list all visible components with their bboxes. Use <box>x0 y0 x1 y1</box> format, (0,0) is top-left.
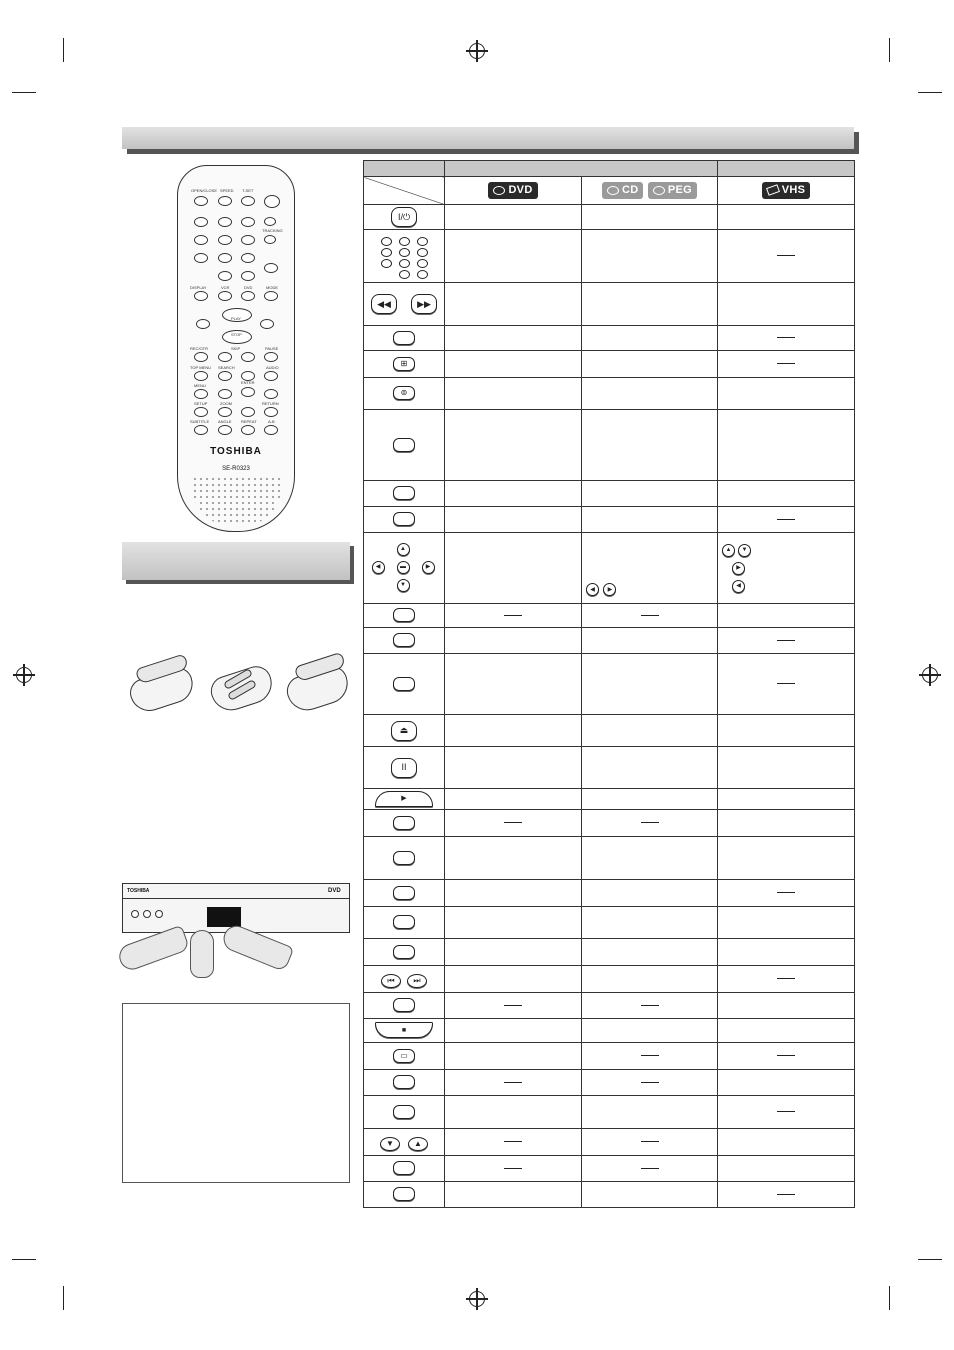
left-arrow-icon: ◀ <box>372 561 385 574</box>
not-applicable-dash <box>777 337 795 338</box>
not-applicable-dash <box>504 615 522 616</box>
disc-icon <box>653 186 665 195</box>
button-icon <box>393 677 415 691</box>
play-button-icon: ▶ <box>375 791 433 807</box>
remote-button <box>194 389 208 399</box>
table-row <box>364 481 855 507</box>
remote-label: A-B <box>268 419 275 424</box>
player-button <box>143 910 151 918</box>
remote-button <box>218 271 232 281</box>
remote-label: AUDIO <box>266 365 279 370</box>
remote-button <box>241 235 255 245</box>
remote-button <box>218 235 232 245</box>
audio-button-icon: ⊚ <box>393 386 415 400</box>
remote-button <box>264 371 278 381</box>
table-row <box>364 533 855 604</box>
not-applicable-dash <box>777 1111 795 1112</box>
crop-mark <box>918 1259 942 1260</box>
remote-button <box>260 319 274 329</box>
not-applicable-dash <box>641 1082 659 1083</box>
remote-label: ENTER <box>241 380 255 385</box>
remote-button <box>241 217 255 227</box>
button-icon <box>393 633 415 647</box>
remote-label: STOP <box>231 332 242 337</box>
not-applicable-dash <box>641 1005 659 1006</box>
table-row <box>364 993 855 1019</box>
remote-button <box>194 425 208 435</box>
registration-mark-icon <box>469 43 485 59</box>
remote-label: DVD <box>244 285 253 290</box>
remote-button <box>264 235 276 244</box>
remote-label: TOP MENU <box>190 365 211 370</box>
enter-icon: ▬ <box>397 561 410 574</box>
dvd-logo <box>488 182 537 199</box>
table-row <box>364 205 855 230</box>
fast-forward-button-icon: ▶▶ <box>411 294 437 314</box>
up-arrow-icon: ▲ <box>408 1137 428 1151</box>
table-row <box>364 939 855 966</box>
table-row <box>364 715 855 747</box>
table-row <box>364 837 855 880</box>
eject-button-icon: ⏏ <box>391 721 417 741</box>
up-arrow-icon: ▲ <box>397 543 410 556</box>
remote-button <box>218 352 232 362</box>
remote-button <box>241 407 255 417</box>
not-applicable-dash <box>504 1082 522 1083</box>
button-icon <box>393 438 415 452</box>
not-applicable-dash <box>641 1055 659 1056</box>
table-row <box>364 1156 855 1182</box>
table-row <box>364 378 855 410</box>
remote-label: DISPLAY <box>190 285 207 290</box>
subsection-title-bar <box>122 542 350 580</box>
remote-button <box>194 217 208 227</box>
remote-button <box>218 253 232 263</box>
button-icon <box>393 1075 415 1089</box>
crop-mark <box>889 38 890 62</box>
player-brand: TOSHIBA <box>127 888 150 894</box>
remote-label: MODE <box>266 285 278 290</box>
left-arrow-icon: ◀ <box>732 580 745 593</box>
numeric-keypad-icon <box>381 237 428 279</box>
rewind-button-icon: ◀◀ <box>371 294 397 314</box>
player-dvd-logo: DVD <box>328 888 341 894</box>
button-icon <box>393 851 415 865</box>
remote-button <box>194 291 208 301</box>
jpeg-logo <box>648 182 697 199</box>
button-icon <box>393 486 415 500</box>
button-icon <box>393 512 415 526</box>
not-applicable-dash <box>777 519 795 520</box>
remote-button <box>241 352 255 362</box>
registration-mark-icon <box>469 1291 485 1307</box>
remote-button <box>264 389 278 399</box>
pointing-hand <box>190 930 214 978</box>
remote-button <box>264 263 278 273</box>
remote-label: REC/OTR <box>190 346 208 351</box>
table-row <box>364 966 855 993</box>
not-applicable-dash <box>777 640 795 641</box>
button-icon <box>393 945 415 959</box>
table-row <box>364 1043 855 1070</box>
button-icon <box>393 608 415 622</box>
remote-button <box>194 253 208 263</box>
pause-button-icon: II <box>391 758 417 778</box>
remote-model: SE-R0323 <box>222 466 250 472</box>
button-icon <box>393 998 415 1012</box>
table-row <box>364 907 855 939</box>
remote-button <box>218 389 232 399</box>
remote-button <box>194 407 208 417</box>
button-icon <box>393 816 415 830</box>
jpeg-logo-text: PEG <box>667 184 693 197</box>
table-row <box>364 747 855 789</box>
speaker-grille <box>192 476 282 526</box>
table-row <box>364 230 855 283</box>
table-row <box>364 1019 855 1043</box>
table-row <box>364 283 855 326</box>
battery-step-3 <box>283 655 355 715</box>
remote-button <box>241 291 255 301</box>
remote-label: SPEED <box>220 188 234 193</box>
table-row <box>364 810 855 837</box>
table-header-row <box>364 161 855 177</box>
remote-brand: TOSHIBA <box>210 446 262 457</box>
remote-button <box>218 217 232 227</box>
not-applicable-dash <box>777 683 795 684</box>
table-row <box>364 1096 855 1129</box>
not-applicable-dash <box>641 1141 659 1142</box>
button-icon <box>393 331 415 345</box>
crop-mark <box>63 1286 64 1310</box>
table-row <box>364 789 855 810</box>
not-applicable-dash <box>504 1005 522 1006</box>
button-icon <box>393 1161 415 1175</box>
remote-label: RETURN <box>262 401 279 406</box>
battery-step-1 <box>122 655 198 715</box>
remote-enter-button <box>241 387 255 397</box>
remote-label: VCR <box>221 285 230 290</box>
cd-jpeg-logo-cell <box>582 177 718 205</box>
remote-label: T-SET <box>242 188 254 193</box>
skip-back-button-icon: ⏮ <box>381 974 401 988</box>
remote-power-button <box>264 195 280 208</box>
remote-label: OPEN/CLOSE <box>191 188 218 193</box>
remote-label: PLAY <box>231 316 241 321</box>
remote-button <box>241 271 255 281</box>
player-button <box>131 910 139 918</box>
remote-label: SEARCH <box>218 365 235 370</box>
crop-mark <box>12 92 36 93</box>
not-applicable-dash <box>641 822 659 823</box>
registration-mark-icon <box>922 667 938 683</box>
disc-logo-row <box>364 177 855 205</box>
not-applicable-dash <box>777 978 795 979</box>
not-applicable-dash <box>641 1168 659 1169</box>
skip-forward-button-icon: ⏭ <box>407 974 427 988</box>
remote-button <box>194 235 208 245</box>
remote-button <box>264 217 276 226</box>
remote-control-illustration <box>177 165 295 532</box>
disc-icon <box>493 186 505 195</box>
vhs-logo-text: VHS <box>781 184 806 197</box>
remote-button <box>218 425 232 435</box>
note-box <box>122 1003 350 1183</box>
remote-label: TRACKING <box>262 228 283 233</box>
remote-button <box>241 425 255 435</box>
stop-button-icon: ■ <box>375 1022 433 1038</box>
remote-button <box>194 371 208 381</box>
function-table <box>363 160 855 1208</box>
cd-logo-text: CD <box>621 184 639 197</box>
down-arrow-icon: ▼ <box>380 1137 400 1151</box>
table-row <box>364 507 855 533</box>
remote-button <box>241 196 255 206</box>
remote-button <box>218 291 232 301</box>
angle-button-icon: ⊞ <box>393 357 415 371</box>
table-row <box>364 410 855 481</box>
player-button <box>155 910 163 918</box>
right-arrow-icon: ▶ <box>422 561 435 574</box>
remote-button <box>264 425 278 435</box>
remote-label: MENU <box>194 383 206 388</box>
down-arrow-icon: ▼ <box>397 579 410 592</box>
not-applicable-dash <box>777 1055 795 1056</box>
remote-button <box>218 407 232 417</box>
right-arrow-icon: ▶ <box>732 562 745 575</box>
button-icon <box>393 1187 415 1201</box>
remote-label: SUBTITLE <box>190 419 210 424</box>
crop-mark <box>918 92 942 93</box>
remote-button <box>194 196 208 206</box>
remote-button <box>264 407 278 417</box>
not-applicable-dash <box>777 363 795 364</box>
table-row <box>364 1182 855 1208</box>
button-icon <box>393 915 415 929</box>
down-arrow-icon: ▼ <box>738 544 751 557</box>
not-applicable-dash <box>504 822 522 823</box>
table-row <box>364 1129 855 1156</box>
subtitle-button-icon: ▭ <box>393 1049 415 1063</box>
right-arrow-icon: ▶ <box>603 583 616 596</box>
vhs-logo-cell <box>718 177 855 205</box>
button-icon <box>393 1105 415 1119</box>
table-row <box>364 880 855 907</box>
battery-step-2 <box>205 655 277 715</box>
remote-button <box>196 319 210 329</box>
crop-mark <box>889 1286 890 1310</box>
section-title-bar <box>122 127 854 149</box>
remote-button <box>241 253 255 263</box>
table-row <box>364 604 855 628</box>
table-row <box>364 1070 855 1096</box>
remote-button <box>218 371 232 381</box>
not-applicable-dash <box>504 1141 522 1142</box>
diagonal-header-cell <box>364 177 445 205</box>
crop-mark <box>12 1259 36 1260</box>
remote-label: SETUP <box>194 401 208 406</box>
dvd-logo-cell <box>445 177 582 205</box>
remote-button <box>194 352 208 362</box>
power-button-icon: I/⏻ <box>391 207 417 227</box>
cd-logo <box>602 182 644 199</box>
vhs-logo <box>762 182 811 199</box>
table-row <box>364 628 855 654</box>
not-applicable-dash <box>777 1194 795 1195</box>
not-applicable-dash <box>777 892 795 893</box>
remote-label: SKIP <box>231 346 241 351</box>
crop-mark <box>63 38 64 62</box>
remote-label: PAUSE <box>265 346 279 351</box>
player-display <box>207 907 241 927</box>
remote-label: REPEAT <box>241 419 257 424</box>
not-applicable-dash <box>777 255 795 256</box>
remote-label: ZOOM <box>220 401 232 406</box>
left-arrow-icon: ◀ <box>586 583 599 596</box>
remote-button <box>264 291 278 301</box>
tape-icon <box>766 184 780 196</box>
table-row <box>364 351 855 378</box>
disc-icon <box>607 186 619 195</box>
remote-button <box>218 196 232 206</box>
up-arrow-icon: ▲ <box>722 544 735 557</box>
registration-mark-icon <box>16 667 32 683</box>
not-applicable-dash <box>641 615 659 616</box>
button-icon <box>393 886 415 900</box>
remote-button <box>264 352 278 362</box>
not-applicable-dash <box>504 1168 522 1169</box>
remote-label: ANGLE <box>218 419 232 424</box>
direction-pad-icon <box>372 543 437 594</box>
table-row <box>364 654 855 715</box>
dvd-logo-text: DVD <box>508 184 533 197</box>
table-row <box>364 326 855 351</box>
